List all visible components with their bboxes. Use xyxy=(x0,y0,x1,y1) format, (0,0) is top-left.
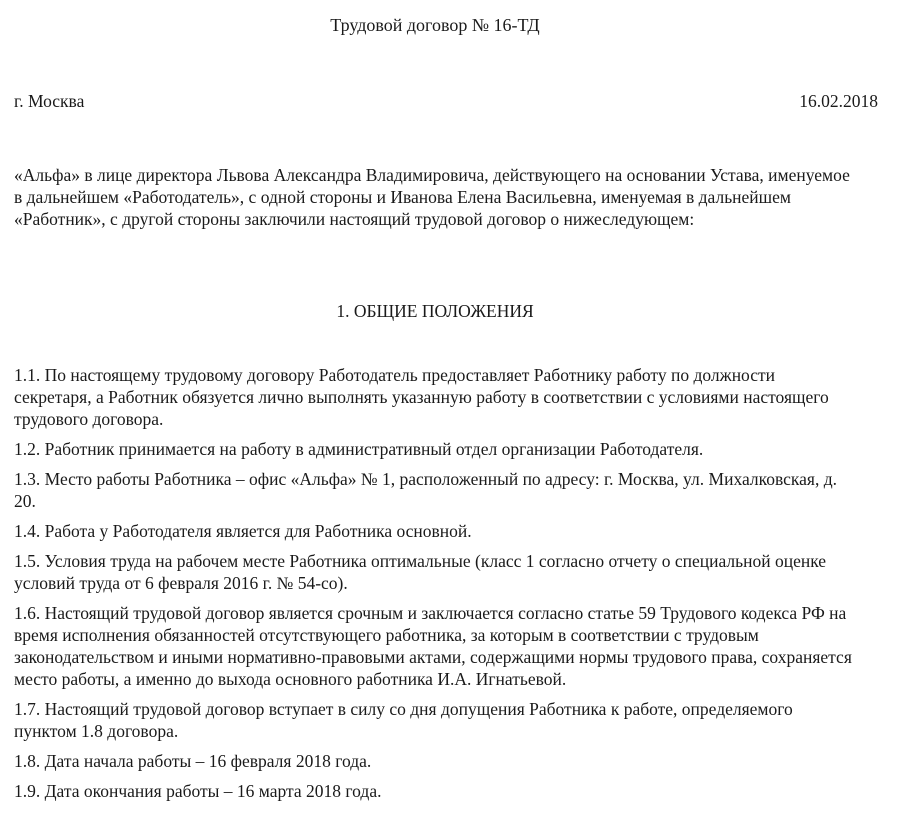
clause-1-9: 1.9. Дата окончания работы – 16 марта 2018 года. xyxy=(14,781,382,801)
intro-paragraph: «Альфа» в лице директора Львова Александра Владимировича, действующего на основании Устава, именуемое в дальнейшем «Работодатель», с одной стороны и Иванова Елена Васильевна, именуемая в дальнейшем «Работник», с другой стороны заключили настоящий трудовой договор о нижеследующем: xyxy=(14,165,850,229)
contract-place: г. Москва xyxy=(14,91,85,111)
clauses-list xyxy=(14,364,854,810)
section-heading: 1. ОБЩИЕ ПОЛОЖЕНИЯ xyxy=(336,301,534,321)
clause-1-7: 1.7. Настоящий трудовой договор вступает в силу со дня допущения Работника к работе, определяемого пунктом 1.8 договора. xyxy=(14,699,793,741)
clause-1-2: 1.2. Работник принимается на работу в административный отдел организации Работодателя. xyxy=(14,439,704,459)
clause-1-8: 1.8. Дата начала работы – 16 февраля 2018 года. xyxy=(14,751,372,771)
contract-date: 16.02.2018 xyxy=(799,91,878,111)
clause-1-3: 1.3. Место работы Работника – офис «Альфа» № 1, расположенный по адресу: г. Москва, ул. Михалковская, д. 20. xyxy=(14,469,837,511)
clause-1-1: 1.1. По настоящему трудовому договору Работодатель предоставляет Работнику работу по должности секретаря, а Работник обязуется лично выполнять указанную работу в соответствии с условиями настоящего трудового договора. xyxy=(14,365,829,429)
clause-1-4: 1.4. Работа у Работодателя является для Работника основной. xyxy=(14,521,472,541)
clause-1-6: 1.6. Настоящий трудовой договор является срочным и заключается согласно статье 59 Трудового кодекса РФ на время исполнения обязанностей отсутствующего работника, за которым в соответствии с трудовым законодательством и иными нормативно-правовыми актами, содержащими нормы трудового права, сохраняется место работы, а именно до выхода основного работника И.А. Игнатьевой. xyxy=(14,603,852,689)
document-title: Трудовой договор № 16-ТД xyxy=(330,15,540,35)
clause-1-5: 1.5. Условия труда на рабочем месте Работника оптимальные (класс 1 согласно отчету о специальной оценке условий труда от 6 февраля 2016 г. № 54-со). xyxy=(14,551,827,593)
